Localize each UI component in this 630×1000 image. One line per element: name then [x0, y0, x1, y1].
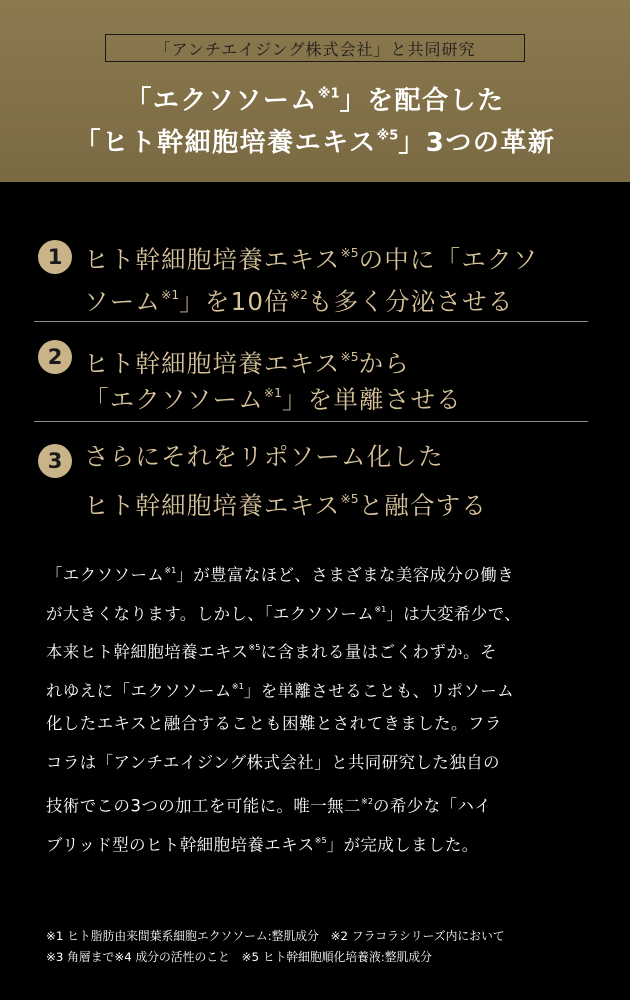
- body-line: が大きくなります。しかし、「エクソソーム$^{※1}$」は大変希少で、: [46, 603, 522, 623]
- footnote-line-1: ※1 ヒト脂肪由来間葉系細胞エクソソーム:整肌成分 ※2 フラコラシリーズ内において: [46, 929, 505, 943]
- item-3-line-1: さらにそれをリポソーム化した: [84, 442, 444, 471]
- footnote-line-2: ※3 角層まで※4 成分の活性のこと ※5 ヒト幹細胞順化培養液:整肌成分: [46, 950, 432, 964]
- body-line: 化したエキスと融合することも困難とされてきました。フラ: [46, 714, 502, 733]
- divider-2: [34, 421, 588, 422]
- number-badge-2: 2: [38, 340, 72, 374]
- item-1-line-1: ヒト幹細胞培養エキス$^{※5}$の中に「エクソ: [84, 245, 539, 275]
- headline-line-1: 「エクソソーム$^{※1}$」を配合した: [125, 86, 505, 116]
- headline-line-2: 「ヒト幹細胞培養エキス$^{※5}$」3つの革新: [74, 128, 556, 158]
- item-2-line-2: 「エクソソーム$^{※1}$」を単離させる: [84, 385, 462, 415]
- body-line: 本来ヒト幹細胞培養エキス$^{※5}$に含まれる量はごくわずか。そ: [46, 642, 497, 662]
- number-badge-3: 3: [38, 444, 72, 478]
- item-1-line-2: ソーム$^{※1}$」を10倍$^{※2}$も多く分泌させる: [84, 287, 514, 317]
- item-3-line-2: ヒト幹細胞培養エキス$^{※5}$と融合する: [84, 491, 488, 521]
- body-line: ブリッド型のヒト幹細胞培養エキス$^{※5}$」が完成しました。: [46, 834, 479, 854]
- body-paragraph: [46, 551, 606, 859]
- collaboration-badge: 「アンチエイジング株式会社」と共同研究: [105, 34, 525, 62]
- body-line: 「エクソソーム$^{※1}$」が豊富なほど、さまざまな美容成分の働き: [46, 565, 515, 585]
- body-line: 技術でこの3つの加工を可能に。唯一無二$^{※2}$の希少な「ハイ: [46, 796, 492, 816]
- header-banner: [0, 0, 630, 182]
- body-line: コラは「アンチエイジング株式会社」と共同研究した独自の: [46, 752, 500, 772]
- item-2-line-1: ヒト幹細胞培養エキス$^{※5}$から: [84, 349, 410, 379]
- divider-1: [34, 321, 588, 322]
- body-line: れゆえに「エクソソーム$^{※1}$」を単離させることも、リポソーム: [46, 680, 515, 700]
- number-badge-1: 1: [38, 240, 72, 274]
